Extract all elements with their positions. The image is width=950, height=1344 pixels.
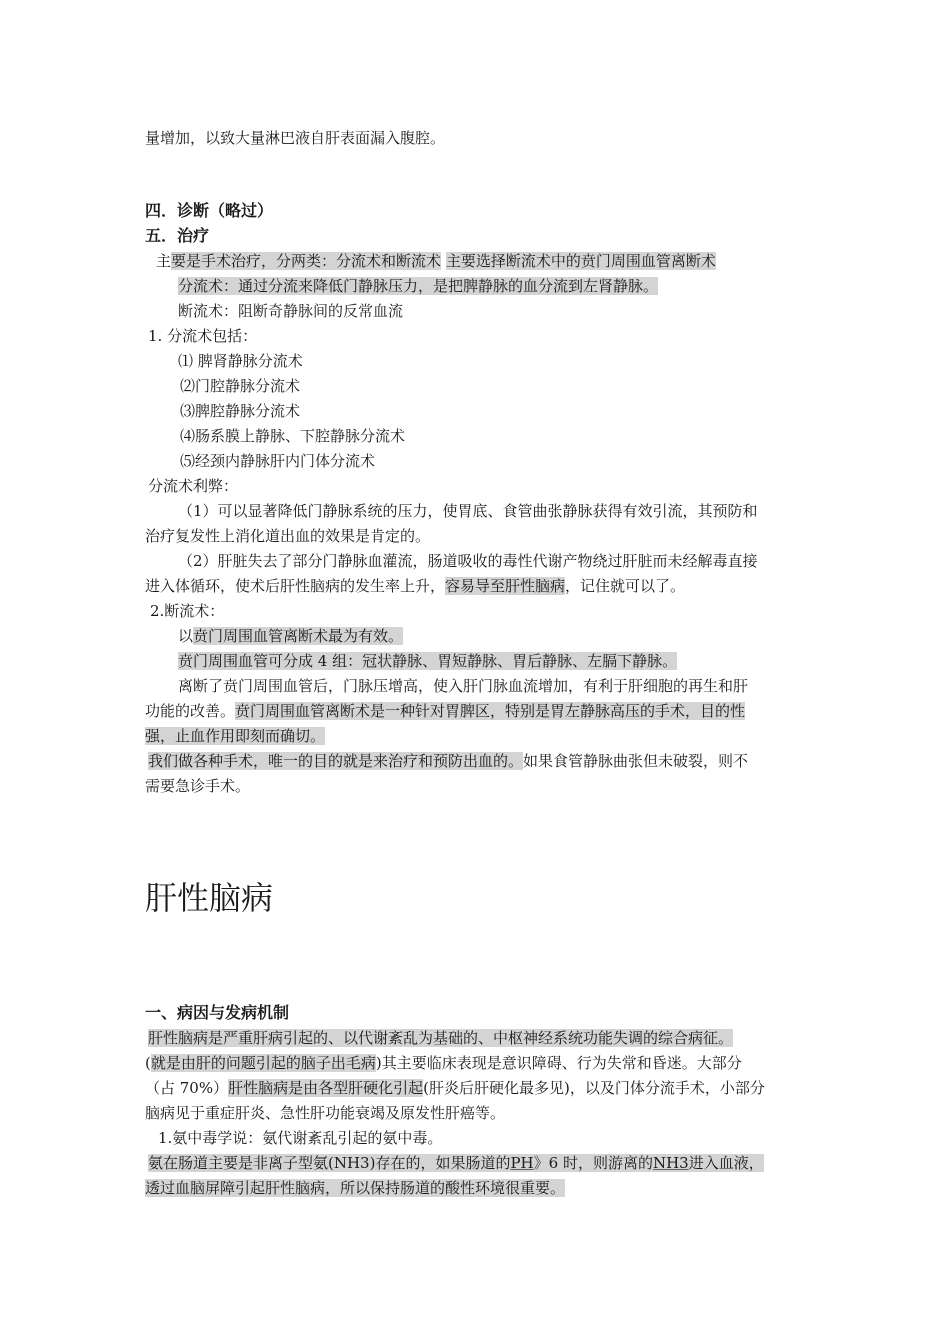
highlight-run: 主要选择断流术中的贲门周围血管离断术 xyxy=(445,252,716,270)
cons-line: （2）肝脏失去了部分门静脉血灌流，肠道吸收的毒性代谢产物绕过肝脏而未经解毒直接 xyxy=(178,552,758,570)
text-run: )其主要临床表现是意识障碍、行为失常和昏迷。大部分 xyxy=(375,1054,742,1072)
ammonia-theory-line xyxy=(148,1152,764,1174)
devasc-line: 离断了贲门周围血管后，门脉压增高，使入肝门脉血流增加，有利于肝细胞的再生和肝 xyxy=(178,677,749,695)
highlight-run: 贲门周围血管可分成 4 组：冠状静脉、胃短静脉、胃后静脉、左膈下静脉。 xyxy=(178,652,678,670)
text-run: ( xyxy=(145,1054,151,1072)
etiology-line xyxy=(148,1027,733,1049)
etiology-line xyxy=(145,1052,742,1074)
devasc-line: 需要急诊手术。 xyxy=(145,777,251,795)
highlight-run: 贲门周围血管离断术是一种针对胃脾区，特别是胃左静脉高压的手术，目的性 xyxy=(235,702,746,720)
ammonia-theory-line xyxy=(145,1177,565,1199)
list-item: ⑷肠系膜上静脉、下腔静脉分流术 xyxy=(180,427,406,445)
cons-line xyxy=(145,575,685,597)
heading-treatment: 五．治疗 xyxy=(145,226,210,245)
list-item: ⑶脾腔静脉分流术 xyxy=(180,402,301,420)
section-shunt-types: 1. 分流术包括： xyxy=(148,327,258,345)
treatment-shunt-definition xyxy=(178,275,658,297)
paragraph-continuation: 量增加，以致大量淋巴液自肝表面漏入腹腔。 xyxy=(145,129,446,147)
highlight-run: 肝性脑病是严重肝病引起的、以代谢紊乱为基础的、中枢神经系统功能失调的综合病征。 xyxy=(148,1029,734,1047)
highlight-run xyxy=(148,1154,764,1172)
ammonia-theory-line: 1.氨中毒学说：氨代谢紊乱引起的氨中毒。 xyxy=(158,1129,443,1147)
highlight-run: 透过血脑屏障引起肝性脑病，所以保持肠道的酸性环境很重要。 xyxy=(145,1179,566,1197)
pros-line: 治疗复发性上消化道出血的效果是肯定的。 xyxy=(145,527,431,545)
text-run: 》6 时，则游离的 xyxy=(533,1154,653,1172)
devasc-line xyxy=(178,625,403,647)
text-run: NH3 xyxy=(652,1154,689,1172)
highlight-run: 我们做各种手术，唯一的目的就是来治疗和预防出血的。 xyxy=(148,752,524,770)
highlight-run: 要是手术治疗，分两类：分流术和断流术 xyxy=(171,252,442,270)
devasc-line xyxy=(145,725,325,747)
highlight-run: 分流术：通过分流来降低门静脉压力，是把脾静脉的血分流到左肾静脉。 xyxy=(178,277,659,295)
pros-line: （1）可以显著降低门静脉系统的压力，使胃底、食管曲张静脉获得有效引流，其预防和 xyxy=(178,502,758,520)
highlight-run: 贲门周围血管离断术最为有效。 xyxy=(193,627,404,645)
text-run: 进入血液， xyxy=(688,1154,764,1172)
highlight-run: 强，止血作用即刻而确切。 xyxy=(145,727,326,745)
treatment-line-1 xyxy=(156,250,716,272)
section-pros-cons: 分流术利弊： xyxy=(148,477,239,495)
text-run: 进入体循环，使术后肝性脑病的发生率上升， xyxy=(145,577,446,595)
chapter-title: 肝性脑病 xyxy=(145,879,274,917)
text-run: PH xyxy=(510,1154,534,1172)
highlight-run: 肝性脑病是由各型肝硬化引起 xyxy=(228,1079,424,1097)
text-run: ，记住就可以了。 xyxy=(565,577,686,595)
text-run: (肝炎后肝硬化最多见)，以及门体分流手术，小部分 xyxy=(423,1079,765,1097)
list-item: ⑸经颈内静脉肝内门体分流术 xyxy=(180,452,376,470)
treatment-devascularization-definition: 断流术：阻断奇静脉间的反常血流 xyxy=(178,302,404,320)
etiology-line: 脑病见于重症肝炎、急性肝功能衰竭及原发性肝癌等。 xyxy=(145,1104,506,1122)
etiology-line xyxy=(145,1077,765,1099)
highlight-run: 容易导至肝性脑病 xyxy=(445,577,566,595)
text-run: 如果食管静脉曲张但未破裂，则不 xyxy=(523,752,749,770)
list-item: ⑴ 脾肾静脉分流术 xyxy=(178,352,303,370)
list-item: ⑵门腔静脉分流术 xyxy=(180,377,301,395)
section-devascularization: 2.断流术： xyxy=(150,602,225,620)
text-run: 功能的改善。 xyxy=(145,702,236,720)
text-run: 主 xyxy=(156,252,172,270)
text-run: 氨在肠道主要是非离子型氨(NH3)存在的，如果肠道的 xyxy=(148,1154,511,1172)
text-run: 以 xyxy=(178,627,194,645)
devasc-line xyxy=(178,650,677,672)
text-run: （占 70%） xyxy=(145,1079,229,1097)
heading-diagnosis: 四．诊断（略过） xyxy=(145,201,274,220)
devasc-line xyxy=(145,700,745,722)
heading-etiology: 一、病因与发病机制 xyxy=(145,1003,290,1022)
highlight-run: 就是由肝的问题引起的脑子出毛病 xyxy=(150,1054,376,1072)
devasc-line xyxy=(148,750,748,772)
